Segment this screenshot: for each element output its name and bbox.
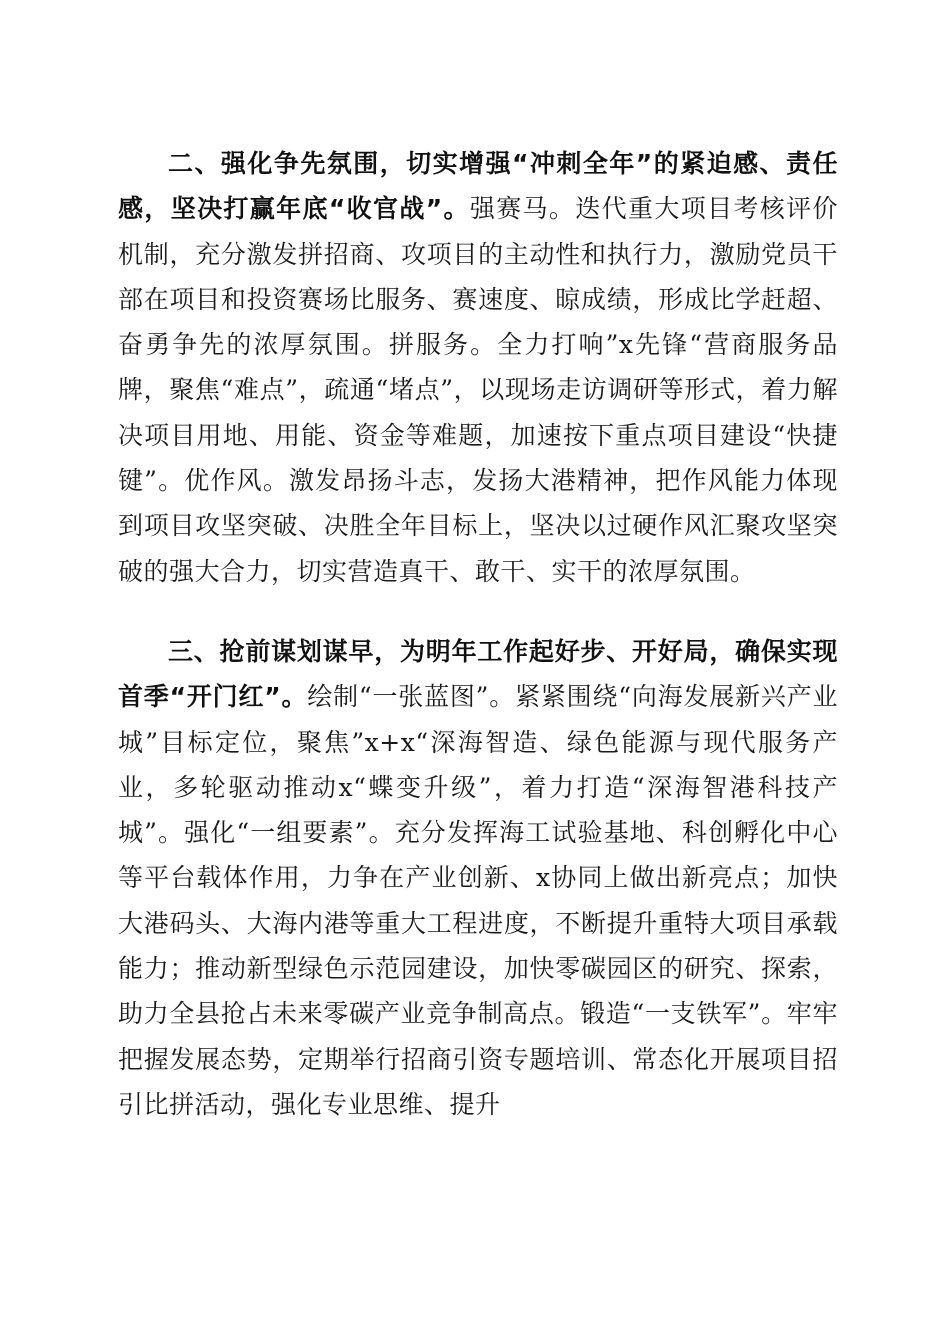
section-three-heading: 三、抢前谋划谋早，为明年工作起好步、开好局，确保实现首季“开门红”。 bbox=[118, 637, 838, 712]
section-three-body: 绘制“一张蓝图”。紧紧围绕“向海发展新兴产业城”目标定位，聚焦”x+x“深海智造、绿色能源与现代服务产业，多轮驱动推动x“蝶变升级”，着力打造“深海智港科技产城”。强化“一组要素”。充分发挥海工试验基地、科创孵化中心等平台载体作用，力争在产业创新、x协同上做出新亮点；加快大港码头、大海内港等重大工程进度，不断提升重特大项目承载能力；推动新型绿色示范园建设，加快零碳园区的研究、探索，助力全县抢占未来零碳产业竞争制高点。锻造“一支铁军”。牢牢把握发展态势，定期举行招商引资专题培训、常态化开展项目招引比拼活动，强化专业思维、提升 bbox=[118, 682, 838, 1119]
section-two-heading: 二、强化争先氛围，切实增强“冲刺全年”的紧迫感、责任感，坚决打赢年底“收官战”。 bbox=[118, 149, 838, 224]
paragraph bbox=[118, 629, 838, 1127]
section-three bbox=[118, 629, 838, 1127]
section-two bbox=[118, 141, 838, 594]
paragraph bbox=[118, 141, 838, 594]
section-two-body: 强赛马。迭代重大项目考核评价机制，充分激发拼招商、攻项目的主动性和执行力，激励党员干部在项目和投资赛场比服务、赛速度、晾成绩，形成比学赶超、奋勇争先的浓厚氛围。拼服务。全力打响”x先锋“营商服务品牌，聚焦“难点”，疏通“堵点”，以现场走访调研等形式，着力解决项目用地、用能、资金等难题，加速按下重点项目建设“快捷键”。优作风。激发昂扬斗志，发扬大港精神，把作风能力体现到项目攻坚突破、决胜全年目标上，坚决以过硬作风汇聚攻坚突破的强大合力，切实营造真干、敢干、实干的浓厚氛围。 bbox=[118, 194, 838, 586]
